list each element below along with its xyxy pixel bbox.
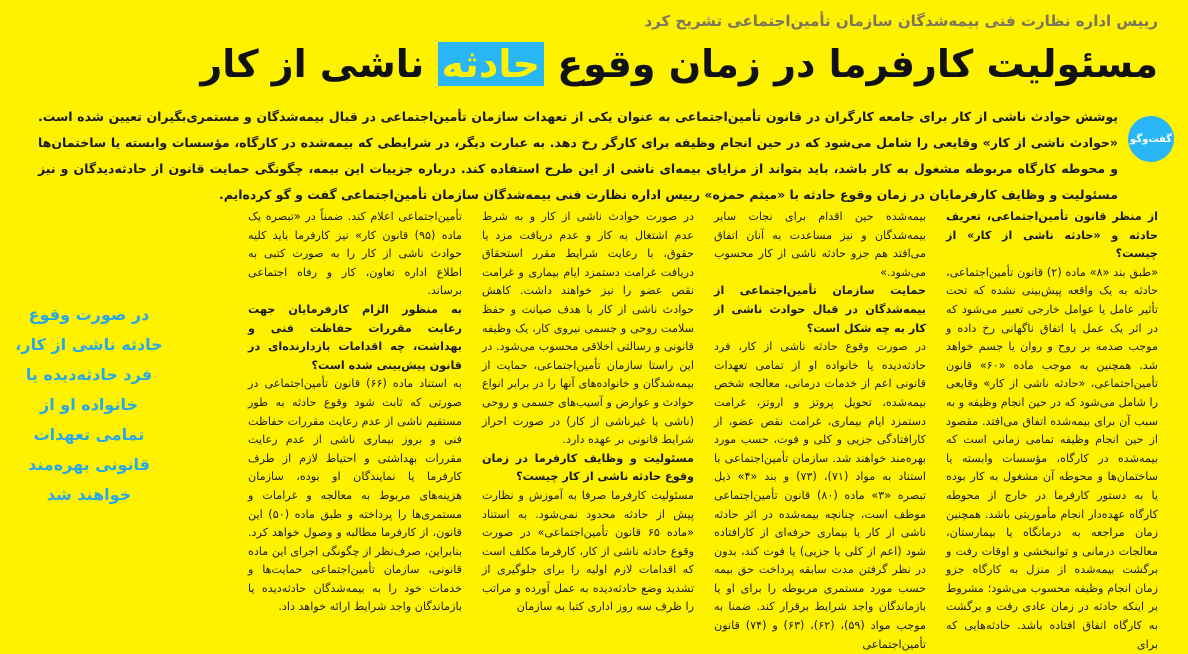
column-3-text-2: مسئولیت کارفرما صرفا به آموزش و نظارت پیش از حادثه محدود نمی‌شود. به استناد «ماده ۶۵ قانون تأمین‌اجتماعی» در صورت وقوع حادثه ناشی از کار، کارفرما مکلف است که اقدامات لازم اولیه را برای جلوگیری از تشدید وضع حادثه‌دیده به عمل آورده و مراتب را ظرف سه روز اداری کتبا به سازمان	[482, 488, 695, 614]
column-2	[714, 208, 926, 651]
pull-quote: در صورت وقوع حادثه ناشی از کار، فرد حادثه‌دیده یا خانواده او از تمامی تعهدات قانونی بهره‌مند خواهند شد	[15, 305, 163, 504]
interview-badge: گفت‌وگو	[1128, 116, 1174, 162]
kicker: رییس اداره نظارت فنی بیمه‌شدگان سازمان تأمین‌اجتماعی تشریح کرد	[644, 12, 1158, 30]
column-2-question: حمایت سازمان تأمین‌اجتماعی از بیمه‌شدگان در قبال حوادث ناشی از کار به چه شکل است؟	[714, 284, 926, 335]
column-2-text-1: بیمه‌شده حین اقدام برای نجات سایر بیمه‌شدگان و نیز مساعدت به آنان اتفاق می‌افتد هم جزو حادثه ناشی از کار محسوب می‌شود.»	[714, 210, 926, 279]
column-1	[946, 208, 1158, 651]
column-3-question: مسئولیت و وظایف کارفرما در زمان وقوع حادثه ناشی از کار چیست؟	[482, 451, 694, 484]
column-4	[248, 208, 463, 614]
column-4-text-2: به استناد ماده (۶۶) قانون تأمین‌اجتماعی در صورتی که ثابت شود وقوع حادثه به طور مستقیم ناشی از عدم رعایت مقررات حفاظت فنی و بروز بیماری ناشی از عدم رعایت مقررات بهداشتی و احتیاط لازم از طرف کارفرما یا نمایندگان او بوده، سازمان هزینه‌های مربوط به معالجه و غرامات و مستمری‌ها را پرداخته و طبق ماده (۵۰) این قانون، از کارفرما مطالبه و وصول خواهد کرد. بنابراین، صرف‌نظر از چگونگی اجرای این ماده قانونی، سازمان تأمین‌اجتماعی حمایت‌ها و خدمات خود را به بیمه‌شدگان حادثه‌دیده یا بازماندگان واجد شرایط ارائه خواهد داد.	[248, 377, 463, 614]
column-4-question: به منظور الزام کارفرمایان جهت رعایت مقررات حفاظت فنی و بهداشت، چه اقدامات بازدارنده‌ای در قانون پیش‌بینی شده است؟	[248, 302, 462, 372]
headline-part-2: ناشی از کار	[200, 42, 438, 86]
column-2-text-2: در صورت وقوع حادثه ناشی از کار، فرد حادثه‌دیده یا خانواده او از تمامی تعهدات قانونی اعم از خدمات درمانی، معالجه شخص بیمه‌شده، تحویل پروتز و اروتز، غرامت دستمزد ایام بیماری، غرامت نقص عضو، از کارافتادگی جزیی و کلی و فوت، حسب مورد بهره‌مند خواهند شد. سازمان تأمین‌اجتماعی با استناد به مواد (۷۱)، (۷۳) و بند «۴» ذیل تبصره «۳» ماده (۸۰) قانون تأمین‌اجتماعی موظف است، چنانچه بیمه‌شده در اثر حادثه ناشی از کار یا بیماری حرفه‌ای از کارافتاده شود (اعم از کلی یا جزیی) یا فوت کند، بدون در نظر گرفتن مدت سابقه پرداخت حق بیمه حسب مورد مستمری مربوطه را برای او یا بازماندگان واجد شرایط برقرار کند. ضمنا به موجب مواد (۵۹)، (۶۲)، (۶۳) و (۷۴) قانون تأمین‌اجتماعی	[714, 340, 926, 651]
column-3-text-1: در صورت حوادث ناشی از کار و به شرط عدم اشتغال به کار و عدم دریافت مزد یا حقوق، با رعایت شرایط مقرر استحقاق دریافت غرامت دستمزد ایام بیماری و غرامت نقص عضو را نیز خواهند داشت. کاهش حوادث ناشی از کار با هدف صیانت و حفظ سلامت روحی و جسمی نیروی کار، یک وظیفه قانونی و رسالتی اخلاقی محسوب می‌شود. در این راستا سازمان تأمین‌اجتماعی، حمایت از بیمه‌شدگان و خانواده‌های آنها را در برابر انواع حوادث و عوارض و آسیب‌های جسمی و روحی (ناشی یا غیرناشی از کار) در صورت احراز شرایط قانونی بر عهده دارد.	[482, 210, 694, 447]
column-1-question: از منظر قانون تأمین‌اجتماعی، تعریف حادثه و «حادثه ناشی از کار» از چیست؟	[946, 210, 1158, 261]
headline-highlight: حادثه	[438, 42, 544, 86]
column-3	[482, 208, 695, 614]
headline	[20, 38, 1158, 90]
headline-part-1: مسئولیت کارفرما در زمان وقوع	[543, 42, 1158, 86]
lead-paragraph: پوشش حوادث ناشی از کار برای جامعه کارگران در قانون تأمین‌اجتماعی به عنوان یکی از تعهدات سازمان تأمین‌اجتماعی در قبال بیمه‌شدگان و مستمری‌بگیران تعیین شده است. «حوادث ناشی از کار» وقایعی را شامل می‌شود که در حین انجام وظیفه برای کارگر رخ دهد. به عبارت دیگر، در شرایطی که بیمه‌شده در کارگاه، مؤسسات وابسته یا ساختمان‌ها و محوطه کارگاه مربوطه مشغول به کار باشد، باید بتواند از مزایای بیمه‌ای ناشی از این طرح استفاده کند. درباره جزییات این بیمه، چگونگی حمایت قانون از حادثه‌دیدگان و نیز مسئولیت و وظایف کارفرمایان در زمان وقوع حادثه با «میثم حمزه» رییس اداره نظارت فنی بیمه‌شدگان سازمان تأمین‌اجتماعی گفت و گو کرده‌ایم.	[38, 109, 1118, 202]
column-1-text: «طبق بند «۸» ماده (۲) قانون تأمین‌اجتماعی، حادثه به یک واقعه پیش‌بینی نشده که تحت تأثیر عامل یا عوامل خارجی تعبیر می‌شود که در اثر یک عمل یا اتفاق ناگهانی رخ داده و موجب صدمه بر روح و روان یا جسم خواهد شد. همچنین به موجب ماده «۶۰» قانون تأمین‌اجتماعی، «حادثه ناشی از کار» وقایعی را شامل می‌شود که در حین انجام وظیفه و به سبب آن برای بیمه‌شده اتفاق می‌افتد. مقصود از حین انجام وظیفه تمامی زمانی است که بیمه‌شده در کارگاه، مؤسسات وابسته یا ساختمان‌ها و محوطه آن مشغول به کار بوده یا به دستور کارفرما در خارج از محوطه کارگاه عهده‌دار انجام مأموریتی باشد. همچنین زمان مراجعه به درمانگاه یا بیمارستان، معالجات درمانی و توانبخشی و اوقات رفت و برگشت بیمه‌شده از منزل به کارگاه جزو زمان انجام وظیفه محسوب می‌شود؛ مشروط بر اینکه حادثه در زمان عادی رفت و برگشت به کارگاه اتفاق افتاده باشد. حادثه‌هایی که برای	[946, 265, 1158, 651]
column-4-text-1: تأمین‌اجتماعی اعلام کند. ضمناً در «تبصره یک ماده (۹۵) قانون کار» نیز کارفرما باید کلیه حوادث ناشی از کار را به صورت کتبی به اطلاع اداره تعاون، کار و رفاه اجتماعی برساند.	[248, 210, 462, 298]
